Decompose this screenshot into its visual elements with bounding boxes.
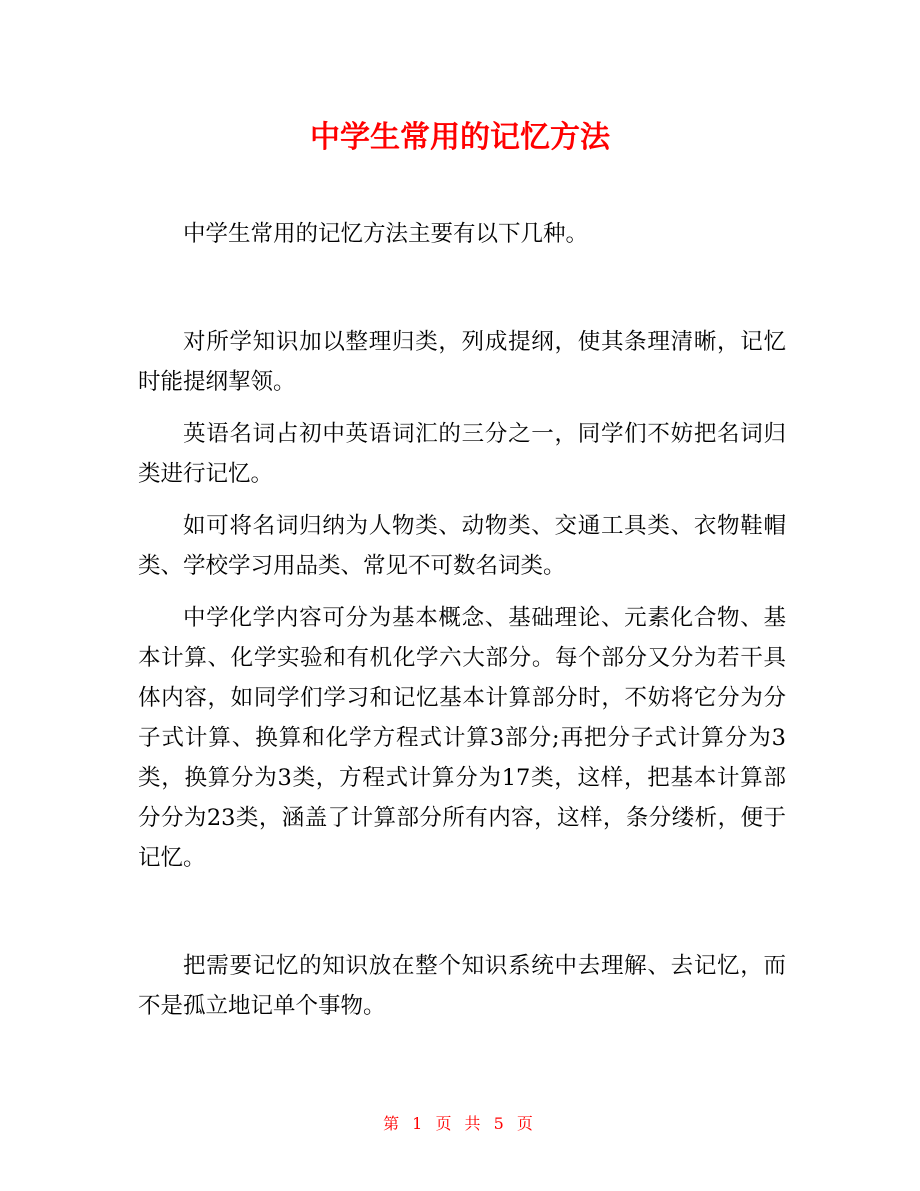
paragraph-6: 把需要记忆的知识放在整个知识系统中去理解、去记忆，而不是孤立地记单个事物。 [138,953,786,1019]
page-number-footer: 第 1 页 共 5 页 [383,1114,537,1133]
document-body [138,214,786,1026]
paragraph-5: 中学化学内容可分为基本概念、基础理论、元素化合物、基本计算、化学实验和有机化学六大部分。每个部分又分为若干具体内容，如同学们学习和记忆基本计算部分时，不妨将它分为分子式计算、换算和化学方程式计算3部分;再把分子式计算分为3类，换算分为3类，方程式计算分为17类，这样，把基本计算部分分为23类，涵盖了计算部分所有内容，这样，条分缕析，便于记忆。 [138,605,786,871]
paragraph-1: 中学生常用的记忆方法主要有以下几种。 [183,221,589,247]
document-title: 中学生常用的记忆方法 [310,120,610,155]
paragraph-2: 对所学知识加以整理归类，列成提纲，使其条理清晰，记忆时能提纲挈领。 [138,329,786,395]
paragraph-4: 如可将名词归纳为人物类、动物类、交通工具类、衣物鞋帽类、学校学习用品类、常见不可数名词类。 [138,513,786,579]
paragraph-3: 英语名词占初中英语词汇的三分之一，同学们不妨把名词归类进行记忆。 [138,421,786,487]
